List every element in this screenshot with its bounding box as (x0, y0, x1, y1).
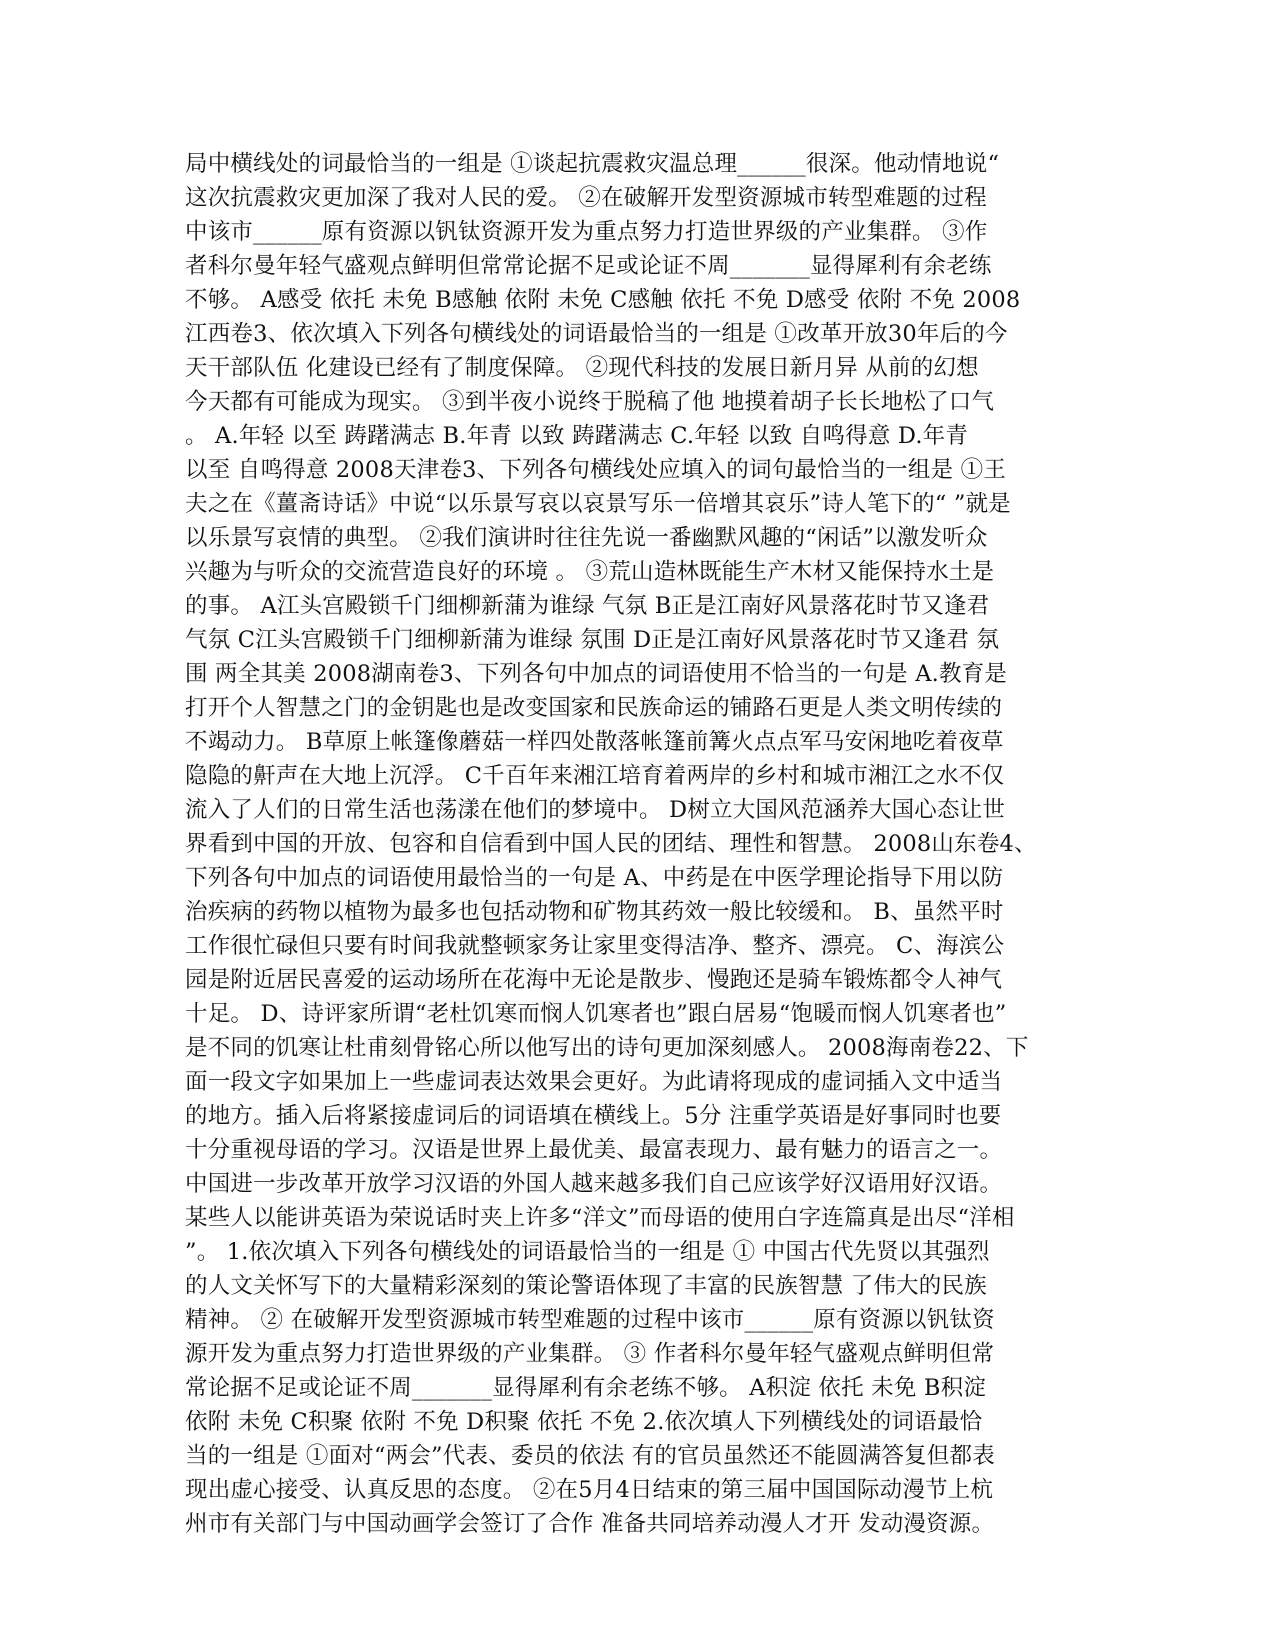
text-line: 以至 自鸣得意 2008天津卷3、下列各句横线处应填入的词句最恰当的一组是 ①王 (185, 457, 1007, 483)
text-line: 的地方。插入后将紧接虚词后的词语填在横线上。5分 注重学英语是好事同时也要 (185, 1103, 1002, 1129)
text-line: 中国进一步改革开放学习汉语的外国人越来越多我们自己应该学好汉语用好汉语。 (185, 1171, 1003, 1197)
text-line: 依附 未免 C积聚 依附 不免 D积聚 依托 不免 2.依次填人下列横线处的词语最恰 (185, 1409, 983, 1435)
text-line: 园是附近居民喜爱的运动场所在花海中无论是散步、慢跑还是骑车锻炼都令人神气 (185, 967, 1003, 993)
text-line: 中该市______原有资源以钒钛资源开发为重点努力打造世界级的产业集群。 ③作 (185, 219, 988, 245)
text-line: 者科尔曼年轻气盛观点鲜明但常常论据不足或论证不周_______显得犀利有余老练 (185, 253, 992, 279)
text-line: 兴趣为与听众的交流营造良好的环境 。 ③荒山造林既能生产木材又能保持水土是 (185, 559, 995, 585)
text-line: 当的一组是 ①面对“两会”代表、委员的依法 有的官员虽然还不能圆满答复但都表 (185, 1443, 995, 1469)
text-line: 某些人以能讲英语为荣说话时夹上许多“洋文”而母语的使用白字连篇真是出尽“洋相 (185, 1205, 1015, 1231)
text-line: 流入了人们的日常生活也荡漾在他们的梦境中。 D树立大国风范涵养大国心态让世 (185, 797, 1006, 823)
text-line: 天干部队伍 化建设已经有了制度保障。 ②现代科技的发展日新月异 从前的幻想 (185, 355, 979, 381)
text-line: 面一段文字如果加上一些虚词表达效果会更好。为此请将现成的虚词插入文中适当 (185, 1069, 1003, 1095)
text-line: 十足。 D、诗评家所谓“老杜饥寒而悯人饥寒者也”跟白居易“饱暖而悯人饥寒者也” (185, 1001, 1007, 1027)
text-line: 围 两全其美 2008湖南卷3、下列各句中加点的词语使用不恰当的一句是 A.教育是 (185, 661, 1008, 687)
text-line: 打开个人智慧之门的金钥匙也是改变国家和民族命运的铺路石更是人类文明传续的 (185, 695, 1003, 721)
text-line: 的人文关怀写下的大量精彩深刻的策论警语体现了丰富的民族智慧 了伟大的民族 (185, 1273, 987, 1299)
text-line: 不够。 A感受 依托 未免 B感触 依附 未免 C感触 依托 不免 D感受 依附 不免 2008 (185, 287, 1021, 313)
document-body (185, 147, 1095, 1541)
text-line: 夫之在《薑斋诗话》中说“以乐景写哀以哀景写乐一倍增其哀乐”诗人笔下的“ ”就是 (185, 491, 1011, 517)
text-line: ”。 1.依次填入下列各句横线处的词语最恰当的一组是 ① 中国古代先贤以其强烈 (185, 1239, 990, 1265)
text-line: 工作很忙碌但只要有时间我就整顿家务让家里变得洁净、整齐、漂亮。 C、海滨公 (185, 933, 1005, 959)
text-line: 今天都有可能成为现实。 ③到半夜小说终于脱稿了他 地摸着胡子长长地松了口气 (185, 389, 995, 415)
text-line: 界看到中国的开放、包容和自信看到中国人民的团结、理性和智慧。 2008山东卷4、 (185, 831, 1037, 857)
text-line: 州市有关部门与中国动画学会签订了合作 准备共同培养动漫人才开 发动漫资源。 (185, 1511, 995, 1537)
text-line: 气氛 C江头宫殿锁千门细柳新蒲为谁绿 氛围 D正是江南好风景落花时节又逢君 氛 (185, 627, 1000, 653)
text-line: 十分重视母语的学习。汉语是世界上最优美、最富表现力、最有魅力的语言之一。 (185, 1137, 1003, 1163)
text-line: 隐隐的鼾声在大地上沉浮。 C千百年来湘江培育着两岸的乡村和城市湘江之水不仅 (185, 763, 1005, 789)
text-line: 治疾病的药物以植物为最多也包括动物和矿物其药效一般比较缓和。 B、虽然平时 (185, 899, 1004, 925)
text-line: 源开发为重点努力打造世界级的产业集群。 ③ 作者科尔曼年轻气盛观点鲜明但常 (185, 1341, 995, 1367)
text-line: 局中横线处的词最恰当的一组是 ①谈起抗震救灾温总理______很深。他动情地说“ (185, 151, 1000, 177)
text-line: 常论据不足或论证不周_______显得犀利有余老练不够。 A积淀 依托 未免 B积淀 (185, 1375, 987, 1401)
text-line: 是不同的饥寒让杜甫刻骨铭心所以他写出的诗句更加深刻感人。 2008海南卷22、下 (185, 1035, 1029, 1061)
text-line: 。 A.年轻 以至 踌躇满志 B.年青 以致 踌躇满志 C.年轻 以致 自鸣得意 D.年青 (185, 423, 969, 449)
text-line: 的事。 A江头宫殿锁千门细柳新蒲为谁绿 气氛 B正是江南好风景落花时节又逢君 (185, 593, 990, 619)
text-line: 这次抗震救灾更加深了我对人民的爱。 ②在破解开发型资源城市转型难题的过程 (185, 185, 987, 211)
text-line: 不竭动力。 B草原上帐篷像蘑菇一样四处散落帐篷前篝火点点军马安闲地吃着夜草 (185, 729, 1004, 755)
text-line: 精神。 ② 在破解开发型资源城市转型难题的过程中该市______原有资源以钒钛资 (185, 1307, 995, 1333)
text-line: 现出虚心接受、认真反思的态度。 ②在5月4日结束的第三届中国国际动漫节上杭 (185, 1477, 994, 1503)
text-line: 以乐景写哀情的典型。 ②我们演讲时往往先说一番幽默风趣的“闲话”以激发听众 (185, 525, 988, 551)
text-line: 下列各句中加点的词语使用最恰当的一句是 A、中药是在中医学理论指导下用以防 (185, 865, 1004, 891)
text-line: 江西卷3、依次填入下列各句横线处的词语最恰当的一组是 ①改革开放30年后的今 (185, 321, 1008, 347)
